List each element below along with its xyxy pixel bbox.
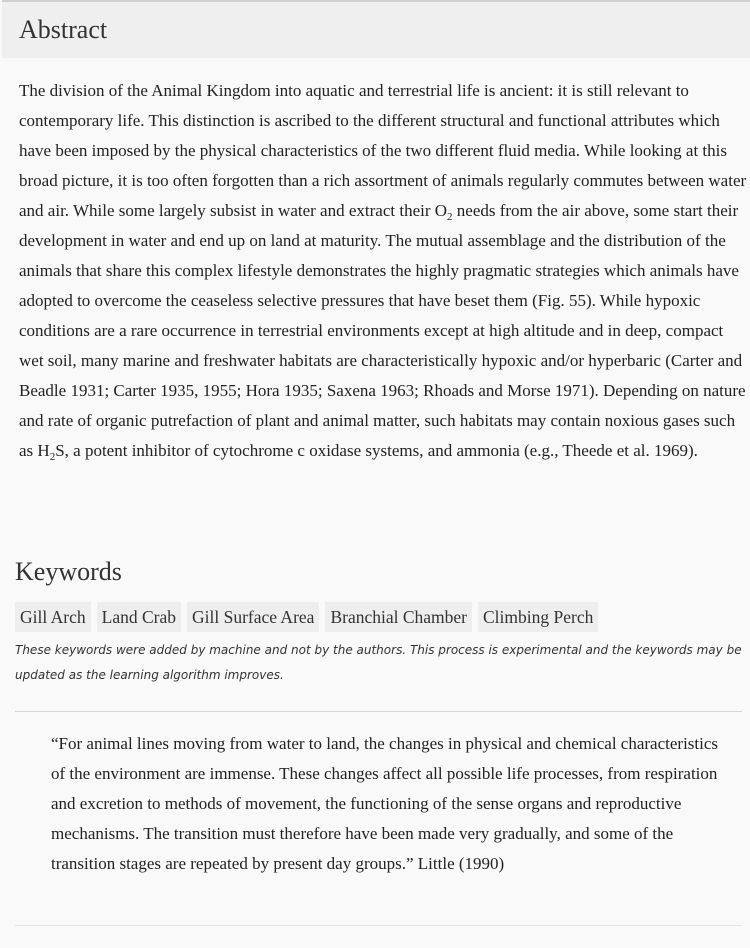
keyword-tag[interactable]: Climbing Perch [478, 602, 598, 632]
divider [15, 925, 742, 926]
keyword-tag[interactable]: Land Crab [97, 602, 181, 632]
abstract-text-3: S, a potent inhibitor of cytochrome c oxidase systems, and ammonia (e.g., Theede et al. 1969). [55, 441, 698, 460]
keyword-tag[interactable]: Gill Surface Area [187, 602, 319, 632]
abstract-body [19, 76, 749, 466]
keywords-section [0, 548, 750, 948]
keyword-tag[interactable]: Branchial Chamber [325, 602, 472, 632]
abstract-text-2: needs from the air above, some start their development in water and end up on land at maturity. The mutual assemblage and the distribution of the animals that share this complex lifestyle demonstrates the highly pragmatic strategies which animals have adopted to overcome the ceaseless selective pressures that have beset them (Fig. 55). While hypoxic conditions are a rare occurrence in terrestrial environments except at high altitude and in deep, compact wet soil, many marine and freshwater habitats are characteristically hypoxic and/or hyperbaric (Carter and Beadle 1931; Carter 1935, 1955; Hora 1935; Saxena 1963; Rhoads and Morse 1971). Depending on nature and rate of organic putrefaction of plant and animal matter, such habitats may contain noxious gases such as H [19, 201, 746, 460]
keyword-list [15, 602, 598, 632]
keywords-note: These keywords were added by machine and not by the authors. This process is experimental and the keywords may be updated as the learning algorithm improves. [15, 643, 742, 682]
abstract-header [2, 0, 750, 58]
subscript-2: 2 [447, 211, 453, 223]
abstract-text-1: The division of the Animal Kingdom into aquatic and terrestrial life is ancient: it is still relevant to contemporary life. This distinction is ascribed to the different structural and functional attributes which have been imposed by the physical characteristics of the two different fluid media. While looking at this broad picture, it is too often forgotten than a rich assortment of animals regularly commutes between water and air. While some largely subsist in water and extract their O [19, 81, 747, 220]
divider [15, 711, 742, 712]
keywords-heading: Keywords [15, 557, 122, 586]
epigraph-quote: “For animal lines moving from water to land, the changes in physical and chemical characteristics of the environment are immense. These changes affect all possible life processes, from respiration and excretion to methods of movement, the functioning of the sense organs and reproductive mechanisms. The transition must therefore have been made very gradually, and some of the transition stages are repeated by present day groups.” Little (1990) [51, 734, 719, 873]
abstract-heading: Abstract [19, 15, 108, 44]
subscript-2: 2 [49, 451, 56, 463]
abstract-paragraph [19, 76, 749, 466]
keyword-tag[interactable]: Gill Arch [15, 602, 91, 632]
